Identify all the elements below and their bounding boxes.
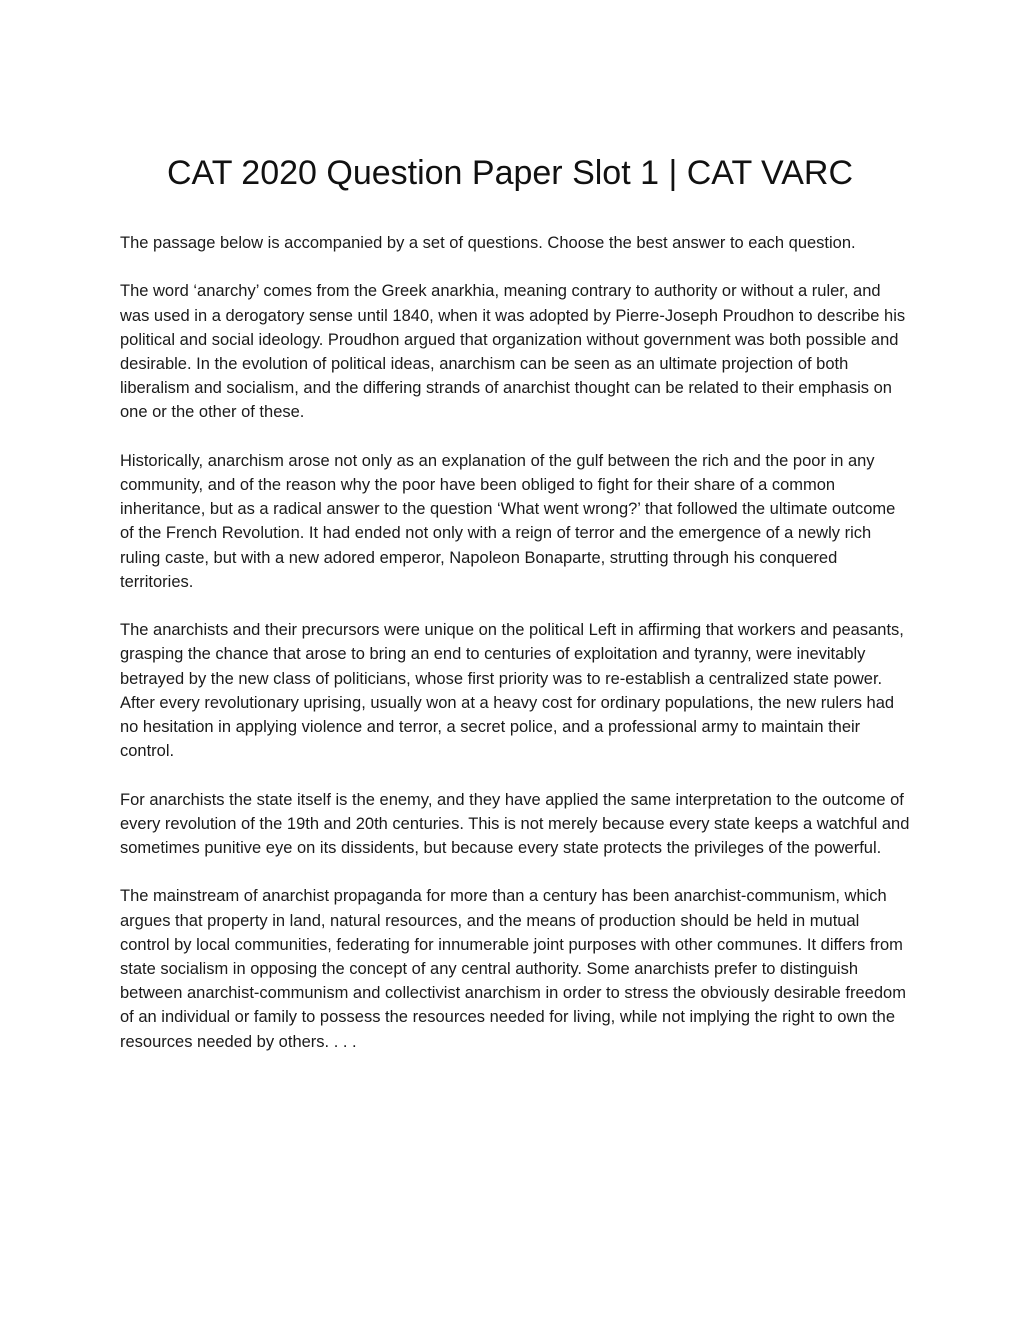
passage-paragraph-4: For anarchists the state itself is the enemy, and they have applied the same interpretation to the outcome of every revolution of the 19th and 20th centuries. This is not merely because every state keeps a watchful and sometimes punitive eye on its dissidents, but because every state protects the privileges of the powerful.	[120, 790, 910, 858]
passage-paragraph-1: The word ‘anarchy’ comes from the Greek anarkhia, meaning contrary to authority or without a ruler, and was used in a derogatory sense until 1840, when it was adopted by Pierre-Joseph Proudhon to describe his political and social ideology. Proudhon argued that organization without government was both possible and desirable. In the evolution of political ideas, anarchism can be seen as an ultimate projection of both liberalism and socialism, and the differing strands of anarchist thought can be related to their emphasis on one or the other of these.	[120, 282, 906, 422]
passage-paragraph-2: Historically, anarchism arose not only as an explanation of the gulf between the rich and the poor in any community, and of the reason why the poor have been obliged to fight for their share of a common inheritance, but as a radical answer to the question ‘What went wrong?’ that followed the ultimate outcome of the French Revolution. It had ended not only with a reign of terror and the emergence of a newly rich ruling caste, but with a new adored emperor, Napoleon Bonaparte, strutting through his conquered territories.	[120, 451, 896, 591]
passage-paragraph-5: The mainstream of anarchist propaganda for more than a century has been anarchist-communism, which argues that property in land, natural resources, and the means of production should be held in mutual control by local communities, federating for innumerable joint purposes with other communes. It differs from state socialism in opposing the concept of any central authority. Some anarchists prefer to distinguish between anarchist-communism and collectivist anarchism in order to stress the obviously desirable freedom of an individual or family to possess the resources needed for living, while not implying the right to own the resources needed by others. . . .	[120, 887, 906, 1051]
passage-body	[120, 231, 910, 1078]
instructions-paragraph: The passage below is accompanied by a set of questions. Choose the best answer to each question.	[120, 234, 856, 252]
page-title: CAT 2020 Question Paper Slot 1 | CAT VARC	[166, 154, 853, 192]
passage-paragraph-3: The anarchists and their precursors were unique on the political Left in affirming that workers and peasants, grasping the chance that arose to bring an end to centuries of exploitation and tyranny, were inevitably betrayed by the new class of politicians, whose first priority was to re-establish a centralized state power. After every revolutionary uprising, usually won at a heavy cost for ordinary populations, the new rulers had no hesitation in applying violence and terror, a secret police, and a professional army to maintain their control.	[120, 621, 904, 761]
